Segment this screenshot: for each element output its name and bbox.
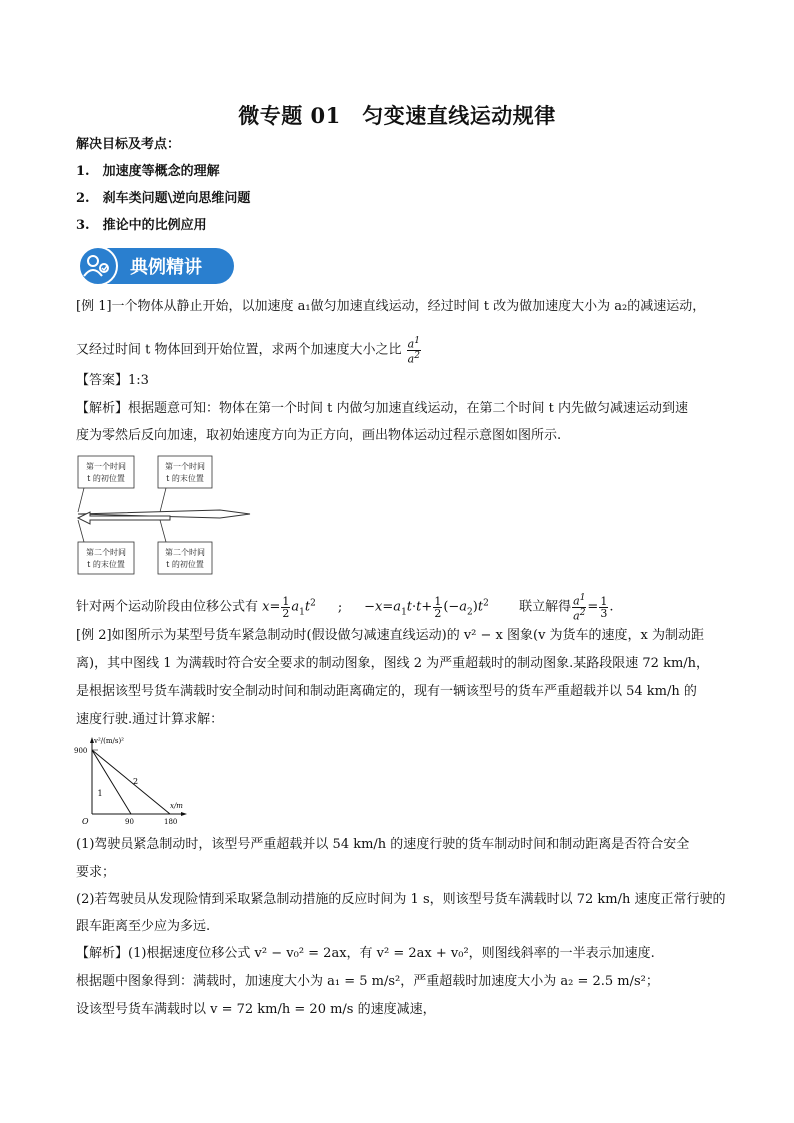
question1-line1: (1)驾驶员紧急制动时，该型号严重超载并以 54 km/h 的速度行驶的货车制动时间和制动距离是否符合安全 — [76, 837, 690, 852]
goals-heading: 解决目标及考点： — [76, 137, 181, 152]
motion-diagram — [70, 450, 255, 580]
solution-line2: 根据题中图象得到：满载时，加速度大小为 a₁ = 5 m/s²，严重超载时加速度大小为 a₂ = 2.5 m/s²； — [76, 974, 659, 989]
y-axis-label: v²/(m/s)² — [94, 737, 124, 745]
example2-line1: [例 2]如图所示为某型号货车紧急制动时(假设做匀减速直线运动)的 v² − x 图象(v 为货车的速度，x 为制动距 — [76, 628, 705, 643]
ratio-result-den: 3 — [600, 606, 608, 620]
x-tick-label-180: 180 — [164, 818, 178, 826]
series-line-1 — [92, 750, 131, 814]
series-line-2 — [92, 750, 170, 814]
label-box-second-end — [78, 542, 134, 574]
example1-analysis2: 度为零然后反向加速，取初始速度方向为正方向，画出物体运动过程示意图如图所示. — [76, 428, 562, 443]
y-tick-label-900: 900 — [74, 747, 88, 755]
label-box-second-start — [158, 542, 212, 574]
example2-line4: 速度行驶.通过计算求解： — [76, 712, 224, 727]
diagram-label-3b: t 的末位置 — [87, 560, 125, 569]
solution-line1: 【解析】(1)根据速度位移公式 v² − v₀² = 2ax，有 v² = 2ax + v₀²，则图线斜率的一半表示加速度. — [76, 946, 655, 961]
formula-solve: 联立解得 — [519, 599, 572, 615]
diagram-label-2a: 第一个时间 — [165, 462, 205, 471]
page-title: 微专题 01 匀变速直线运动规律 — [238, 103, 556, 128]
goal-item-3: 3. 推论中的比例应用 — [76, 218, 207, 233]
ratio-fraction: $\frac{a^1}{a^2}$ — [407, 336, 420, 366]
origin-label: O — [82, 817, 89, 826]
example1-formula: 针对两个运动阶段由位移公式有 x= $\frac{1}{2}$ $a_1t^2$ ; $-x=a_1t\cdot t+$ $\frac{1}{2}$ $(-a_2)t^2$ 联立解得 $\frac{a^1}{a^2}$ = $\frac{1}{3}$ . — [76, 593, 614, 623]
example1-line1: [例 1]一个物体从静止开始，以加速度 a₁做匀加速直线运动，经过时间 t 改为做加速度大小为 a₂的减速运动， — [76, 299, 706, 314]
example1-analysis1: 【解析】根据题意可知：物体在第一个时间 t 内做匀加速直线运动，在第二个时间 t 内先做匀减速运动到速 — [76, 401, 688, 416]
question1-line2: 要求； — [76, 865, 116, 880]
question2-line2: 跟车距离至少应为多远. — [76, 919, 211, 934]
example2-line2: 离)，其中图线 1 为满载时符合安全要求的制动图象，图线 2 为严重超载时的制动图象.某路段限速 72 km/h， — [76, 656, 710, 671]
diagram-label-4a: 第二个时间 — [165, 548, 205, 557]
example2-line3: 是根据该型号货车满载时安全制动时间和制动距离确定的，现有一辆该型号的货车严重超载并以 54 km/h 的 — [76, 684, 697, 699]
banner-label: 典例精讲 — [130, 257, 202, 278]
label-box-first-start — [78, 456, 134, 488]
diagram-label-2b: t 的末位置 — [166, 474, 204, 483]
example1-line2 — [76, 336, 726, 364]
series-label-1: 1 — [97, 789, 103, 798]
v2-x-chart — [74, 734, 194, 826]
diagram-label-4b: t 的初位置 — [166, 560, 204, 569]
motion-arrows — [78, 510, 250, 524]
formula-lead: 针对两个运动阶段由位移公式有 — [76, 599, 259, 615]
x-axis-label: x/m — [170, 802, 183, 810]
x-axis-arrow — [181, 812, 187, 816]
ratio-result-num: 1 — [600, 594, 608, 608]
series-label-2: 2 — [133, 777, 139, 786]
goal-item-1: 1. 加速度等概念的理解 — [76, 164, 220, 179]
x-tick-label-90: 90 — [125, 818, 134, 826]
diagram-label-1b: t 的初位置 — [87, 474, 125, 483]
section-banner — [76, 244, 234, 288]
example1-line2-text: 又经过时间 t 物体回到开始位置，求两个加速度大小之比 — [76, 342, 402, 358]
example1-answer: 【答案】1:3 — [76, 373, 149, 388]
solution-line3: 设该型号货车满载时以 v = 72 km/h = 20 m/s 的速度减速， — [76, 1002, 436, 1017]
goal-item-2: 2. 刹车类问题\逆向思维问题 — [76, 191, 251, 206]
question2-line1: (2)若驾驶员从发现险情到采取紧急制动措施的反应时间为 1 s，则该型号货车满载时以 72 km/h 速度正常行驶的 — [76, 892, 726, 907]
diagram-label-1a: 第一个时间 — [86, 462, 126, 471]
label-box-first-end — [158, 456, 212, 488]
diagram-label-3a: 第二个时间 — [86, 548, 126, 557]
